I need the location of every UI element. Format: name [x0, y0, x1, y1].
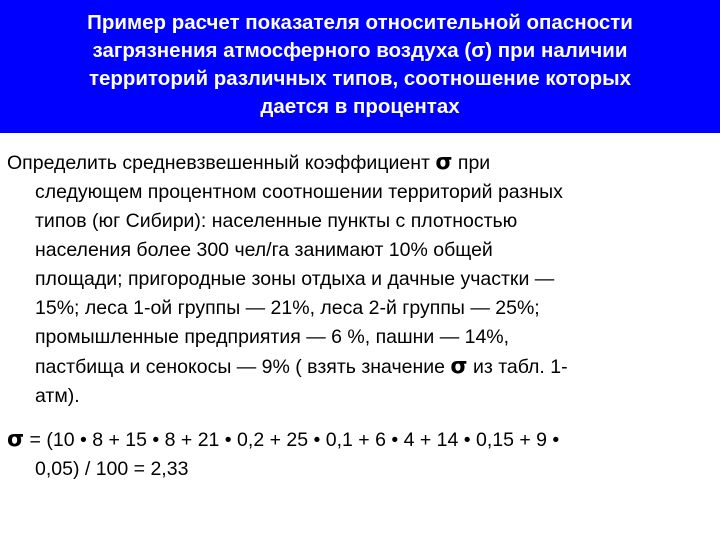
task-text-fragment: Определить средневзвешенный коэффициент	[7, 152, 436, 174]
task-line: 15%; леса 1-ой группы — 21%, леса 2-й группы — 25%;	[35, 297, 540, 319]
task-line: типов (юг Сибири): населенные пункты с плотностью	[35, 210, 518, 232]
task-line	[7, 148, 713, 178]
sigma-symbol: σ	[450, 354, 468, 379]
formula-line: 0,05) / 100 = 2,33	[35, 458, 189, 480]
task-line	[7, 352, 713, 382]
formula-text-fragment: = (10 • 8 + 15 • 8 + 21 • 0,2 + 25 • 0,1 + 6 • 4 + 14 • 0,15 + 9 •	[24, 429, 560, 451]
task-line: следующем процентном соотношении территорий разных	[35, 181, 563, 203]
task-paragraph	[7, 148, 713, 411]
sigma-symbol: σ	[7, 427, 25, 452]
task-line: населения более 300 чел/га занимают 10% общей	[35, 239, 493, 261]
task-line: промышленные предприятия — 6 %, пашни — 14%,	[35, 326, 510, 348]
task-text-fragment: при	[452, 152, 491, 174]
sigma-symbol: σ	[435, 150, 453, 175]
task-text-fragment: пастбища и сенокосы — 9% ( взять значение	[35, 356, 451, 378]
formula-block	[7, 425, 713, 484]
title-banner	[0, 0, 720, 133]
slide-title: Пример расчет показателя относительной опасности загрязнения атмосферного воздуха (σ) при наличии территорий различных типов, соотношение которых дается в процентах	[87, 11, 633, 118]
task-text-fragment: из табл. 1-	[467, 356, 568, 378]
task-line: атм).	[35, 385, 80, 407]
formula-line	[7, 425, 713, 455]
task-line: площади; пригородные зоны отдыха и дачные участки —	[35, 268, 555, 290]
